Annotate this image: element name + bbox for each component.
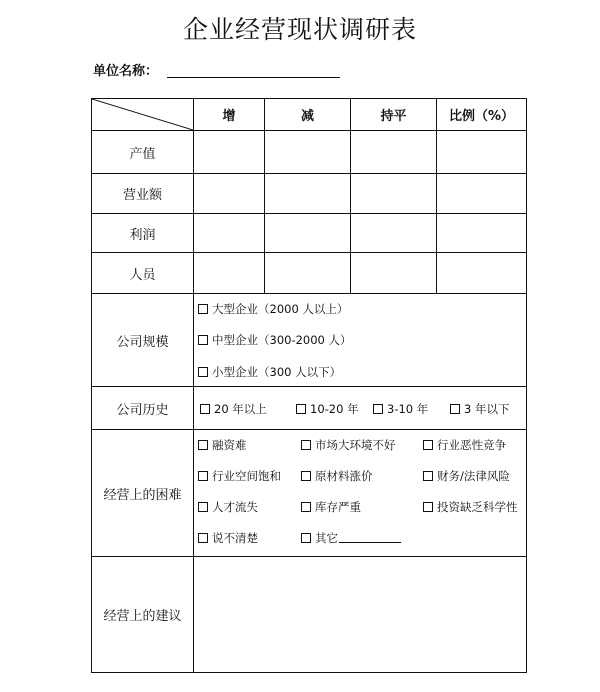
checkbox-icon[interactable] [198,533,208,543]
cell-revenue-increase[interactable] [194,174,265,214]
cell-staff-ratio[interactable] [437,253,527,294]
cell-output-decrease[interactable] [265,131,351,174]
cell-revenue-flat[interactable] [351,174,437,214]
scale-options-cell [194,294,527,387]
option-financing[interactable]: 融资难 [198,437,247,453]
checkbox-icon[interactable] [423,440,433,450]
option-medium-enterprise[interactable]: 中型企业（300-2000 人） [198,332,352,348]
option-market-environment[interactable]: 市场大环境不好 [301,437,396,453]
cell-staff-increase[interactable] [194,253,265,294]
row-label-scale: 公司规模 [92,294,194,387]
page-title: 企业经营现状调研表 [182,15,417,44]
option-financial-legal-risk[interactable]: 财务/法律风险 [423,468,510,484]
unit-name-label: 单位名称： [93,64,159,79]
checkbox-icon[interactable] [373,404,383,414]
difficulties-options-cell [194,430,527,557]
option-small-enterprise[interactable]: 小型企业（300 人以下） [198,364,341,380]
corner-header-cell [92,99,194,131]
cell-output-ratio[interactable] [437,131,527,174]
checkbox-icon[interactable] [198,502,208,512]
option-history-20plus[interactable]: 20 年以上 [200,401,267,417]
option-history-10-20[interactable]: 10-20 年 [296,401,359,417]
cell-output-increase[interactable] [194,131,265,174]
row-label-suggestions: 经营上的建议 [92,557,194,673]
cell-staff-decrease[interactable] [265,253,351,294]
cell-output-flat[interactable] [351,131,437,174]
row-label-staff: 人员 [92,253,194,294]
checkbox-icon[interactable] [423,502,433,512]
checkbox-icon[interactable] [450,404,460,414]
option-unscientific-investment[interactable]: 投资缺乏科学性 [423,499,518,515]
option-other[interactable]: 其它 [301,530,401,546]
checkbox-icon[interactable] [198,367,208,377]
option-unclear[interactable]: 说不清楚 [198,530,258,546]
col-header-ratio: 比例（%） [437,99,527,131]
checkbox-icon[interactable] [198,471,208,481]
checkbox-icon[interactable] [301,533,311,543]
row-label-output: 产值 [92,131,194,174]
diagonal-divider [92,99,193,130]
checkbox-icon[interactable] [301,502,311,512]
option-vicious-competition[interactable]: 行业恶性竞争 [423,437,506,453]
checkbox-icon[interactable] [198,440,208,450]
cell-profit-ratio[interactable] [437,214,527,253]
history-options-cell [194,387,527,430]
col-header-decrease: 减 [265,99,351,131]
checkbox-icon[interactable] [296,404,306,414]
checkbox-icon[interactable] [301,440,311,450]
cell-profit-increase[interactable] [194,214,265,253]
col-header-increase: 增 [194,99,265,131]
row-label-revenue: 营业额 [92,174,194,214]
unit-name-field[interactable] [167,77,340,78]
cell-staff-flat[interactable] [351,253,437,294]
col-header-flat: 持平 [351,99,437,131]
option-material-cost[interactable]: 原材料涨价 [301,468,373,484]
suggestions-input-cell[interactable] [194,557,527,673]
option-history-3-10[interactable]: 3-10 年 [373,401,428,417]
survey-table [91,98,527,673]
cell-revenue-decrease[interactable] [265,174,351,214]
cell-profit-flat[interactable] [351,214,437,253]
other-fill-in-line[interactable] [339,533,401,543]
option-large-enterprise[interactable]: 大型企业（2000 人以上） [198,301,348,317]
cell-revenue-ratio[interactable] [437,174,527,214]
row-label-difficulties: 经营上的困难 [92,430,194,557]
option-history-under3[interactable]: 3 年以下 [450,401,509,417]
checkbox-icon[interactable] [198,335,208,345]
checkbox-icon[interactable] [198,304,208,314]
option-industry-saturation[interactable]: 行业空间饱和 [198,468,281,484]
row-label-history: 公司历史 [92,387,194,430]
option-talent-loss[interactable]: 人才流失 [198,499,258,515]
option-inventory[interactable]: 库存严重 [301,499,361,515]
checkbox-icon[interactable] [423,471,433,481]
row-label-profit: 利润 [92,214,194,253]
checkbox-icon[interactable] [301,471,311,481]
checkbox-icon[interactable] [200,404,210,414]
cell-profit-decrease[interactable] [265,214,351,253]
